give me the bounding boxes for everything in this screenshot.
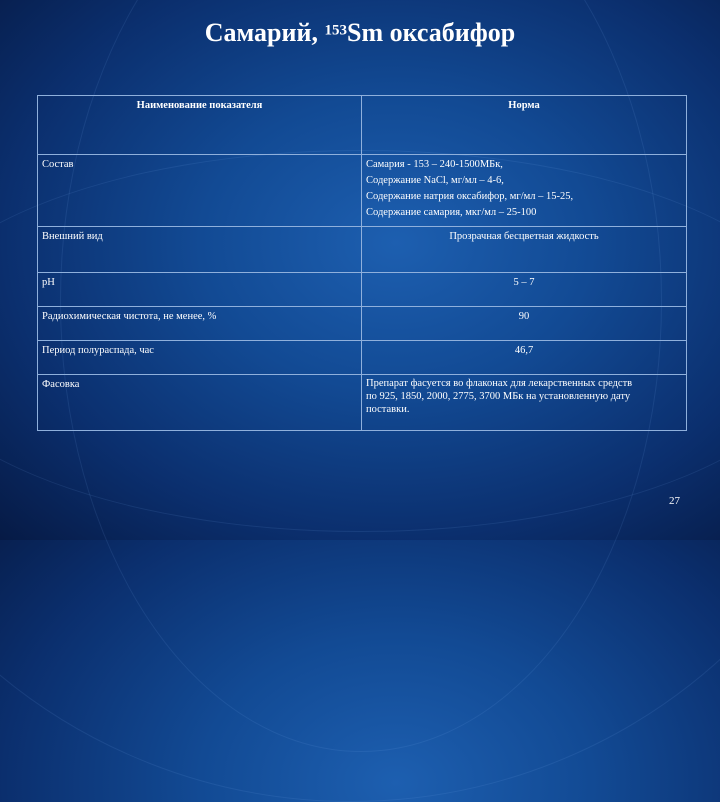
title-prefix: Самарий, <box>204 18 325 47</box>
row-name: pH <box>38 273 362 307</box>
row-name: Внешний вид <box>38 227 362 273</box>
header-parameter: Наименование показателя <box>38 96 362 155</box>
value-line: Содержание натрия оксабифор, мг/мл – 15-25, <box>366 191 574 202</box>
row-value: 46,7 <box>362 341 687 375</box>
header-norm: Норма <box>362 96 687 155</box>
table-header-row <box>38 96 687 155</box>
row-value: 90 <box>362 307 687 341</box>
row-value <box>362 375 687 431</box>
table-row <box>38 341 687 375</box>
row-value: Прозрачная бесцветная жидкость <box>362 227 687 273</box>
table-row <box>38 307 687 341</box>
title-suffix: Sm оксабифор <box>346 18 516 47</box>
title-isotope-mass: 153 <box>324 22 347 39</box>
value-line: по 925, 1850, 2000, 2775, 3700 МБк на установленную дату <box>366 391 631 402</box>
row-name: Состав <box>38 155 362 227</box>
table-row <box>38 227 687 273</box>
value-line: поставки. <box>366 404 410 415</box>
row-name: Период полураспада, час <box>38 341 362 375</box>
row-value: 5 – 7 <box>362 273 687 307</box>
row-name: Фасовка <box>38 375 362 431</box>
table-row <box>38 375 687 431</box>
value-line: Содержание самария, мкг/мл – 25-100 <box>366 207 537 218</box>
table-row <box>38 155 687 227</box>
value-line: Содержание NaCl, мг/мл – 4-6, <box>366 175 504 186</box>
value-line: Самария - 153 – 240-1500МБк, <box>366 159 503 170</box>
row-name: Радиохимическая чистота, не менее, % <box>38 307 362 341</box>
value-line: Препарат фасуется во флаконах для лекарственных средств <box>366 378 633 389</box>
slide-title <box>0 18 720 48</box>
page-number: 27 <box>669 495 680 507</box>
row-value <box>362 155 687 227</box>
specification-table <box>37 95 687 431</box>
table-row <box>38 273 687 307</box>
